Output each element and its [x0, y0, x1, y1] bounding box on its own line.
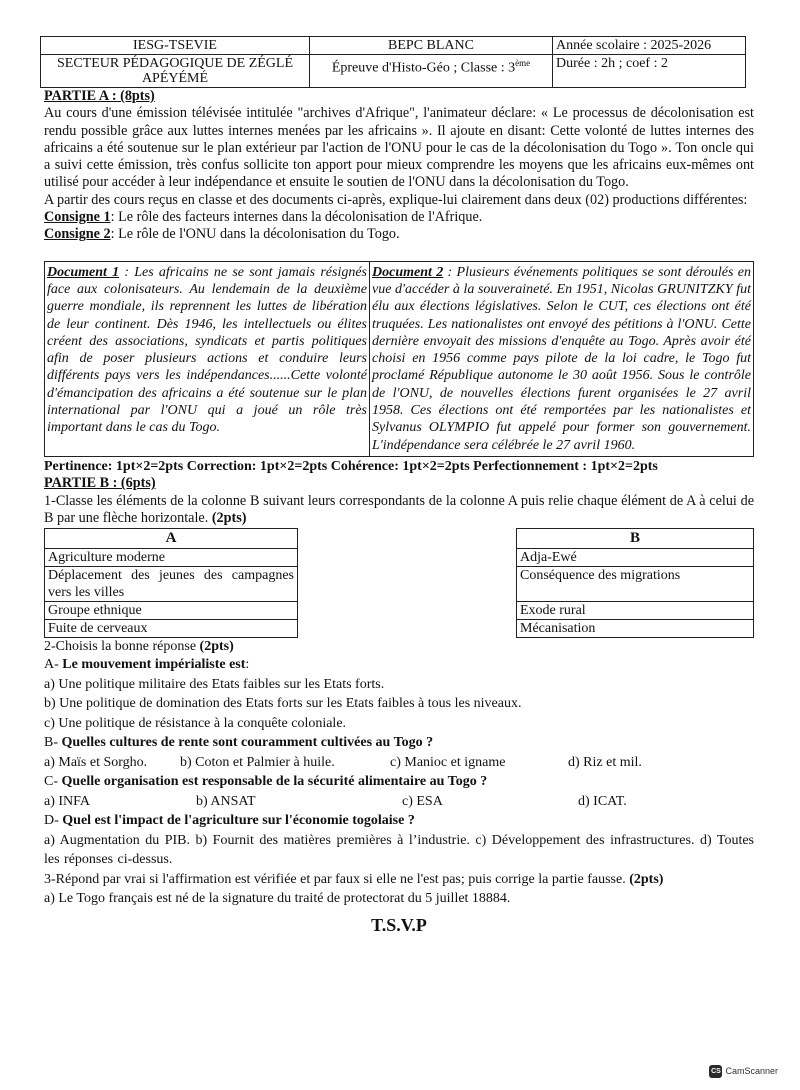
mcq-option: c) ESA [402, 793, 443, 809]
mcq-option: a) INFA [44, 793, 91, 809]
mcq-option: b) ANSAT [196, 793, 256, 809]
consigne-1: Consigne 1: Le rôle des facteurs internes dans la décolonisation de l'Afrique. [44, 209, 483, 226]
column-a-header: A [45, 529, 298, 549]
mcq-c-options [44, 792, 754, 812]
documents-table [44, 261, 754, 457]
mcq-block [44, 655, 754, 909]
col-b-item: Exode rural [517, 602, 754, 620]
col-a-item: Groupe ethnique [45, 602, 298, 620]
mcq-option: b) Une politique de domination des Etats forts sur les Etats faibles à tous les niveaux. [44, 696, 522, 712]
col-b-item: Mécanisation [517, 620, 754, 638]
part-a-title: PARTIE A : (8pts) [44, 88, 155, 104]
col-b-item: Conséquence des migrations [517, 567, 754, 602]
mcq-d-question: D- Quel est l'impact de l'agriculture sur l'économie togolaise ? [44, 813, 415, 829]
mcq-option: a) Maïs et Sorgho. [44, 754, 148, 770]
document-2: Document 2 : Plusieurs événements politiques se sont déroulés en vue d'accéder à la souveraineté. En 1951, Nicolas GRUNITZKY fut élu aux élections législatives. Selon le CUT, ces élections ont été truquées. Les nationalistes ont envoyé des pétitions à l'ONU. Cette dernière envoyait des missions d'enquête au Togo. Après avoir été choisi en 1956 comme pays pilote de la loi cadre, le Togo fut proclamé République autonome le 30 août 1956. Sous le contrôle de l'ONU, de nouvelles élections furent organisées le 27 avril 1958. Ces élections ont été remportées par les nationalistes et Sylvanus OLYMPIO fut appelé pour former son gouvernement. L'indépendance sera célébrée le 27 avril 1960. [370, 261, 754, 456]
mcq-option: b) Coton et Palmier à huile. [180, 754, 335, 770]
school-name: IESG-TSEVIE [41, 37, 310, 55]
tsvp-footer: T.S.V.P [371, 914, 427, 935]
question-3: 3-Répond par vrai si l'affirmation est vérifiée et par faux si elle ne l'est pas; puis corrige la partie fausse. (2pts) [44, 871, 664, 887]
question-3-statement: a) Le Togo français est né de la signature du traité de protectorat du 5 juillet 18884. [44, 891, 511, 907]
mcq-d-options: a) Augmentation du PIB. b) Fournit des matières premières à l’industrie. c) Développement des infrastructures. d) Toutes les réponses ci-dessus. [44, 832, 754, 868]
exam-page [44, 36, 754, 934]
sector-name: SECTEUR PÉDAGOGIQUE DE ZÉGLÉ APÉYÉMÉ [41, 55, 310, 88]
question-2: 2-Choisis la bonne réponse (2pts) [44, 639, 234, 655]
exam-type: BEPC BLANC [310, 37, 553, 55]
document-1: Document 1 : Les africains ne se sont jamais résignés face aux colonisateurs. Au lendemain de la deuxième guerre mondiale, ils reprennent les luttes de libération de leur continent. Dès 1946, les intellectuels ou élites créent des associations, syndicats et partis politiques afin de poser plusieurs actions et conduire leurs différents pays vers les indépendances......Cette volonté d'émancipation des africains a été soutenue sur le plan international par l'ONU qui a joué un rôle très important dans le cas du Togo. [45, 261, 370, 456]
exam-subject: Épreuve d'Histo-Géo ; Classe : 3ème [310, 55, 553, 88]
matching-table [44, 528, 754, 638]
mcq-b-question: B- Quelles cultures de rente sont couramment cultivées au Togo ? [44, 735, 434, 751]
mcq-a-question: A- Le mouvement impérialiste est: [44, 657, 250, 673]
mcq-option: d) ICAT. [578, 793, 627, 809]
col-b-item: Adja-Ewé [517, 549, 754, 567]
mcq-option: c) Manioc et igname [390, 754, 506, 770]
grading-criteria: Pertinence: 1pt×2=2pts Correction: 1pt×2=2pts Cohérence: 1pt×2=2pts Perfectionnement : 1pt×2=2pts [44, 458, 658, 474]
consigne-2: Consigne 2: Le rôle de l'ONU dans la décolonisation du Togo. [44, 226, 400, 243]
part-a-instruction: A partir des cours reçus en classe et des documents ci-après, explique-lui clairement dans deux (02) productions différentes: [44, 191, 748, 208]
camscanner-logo-icon: CS [709, 1065, 722, 1078]
mcq-b-options [44, 753, 754, 773]
part-a-intro: Au cours d'une émission télévisée intitulée "archives d'Afrique", l'animateur déclare: « Le processus de décolonisation est rendu possible grâce aux luttes internes menées par les africains ». Il ajoute en disant: Cette volonté de luttes internes des africains a été soutenue sur le plan extérieur par l'action de l'ONU pour le cas de la décolonisation du Togo ». Ton oncle qui a suivi cette émission, très confus sollicite ton apport pour mieux comprendre les moyens que les africains eux-mêmes ont utilisé pour accéder à leur indépendance et ensuite le soutien de l'ONU dans la décolonisation du Togo. [44, 105, 754, 191]
column-b-header: B [517, 529, 754, 549]
mcq-option: c) Une politique de résistance à la conquête coloniale. [44, 715, 347, 731]
col-a-item: Fuite de cerveaux [45, 620, 298, 638]
part-b-title: PARTIE B : (6pts) [44, 475, 156, 492]
question-1: 1-Classe les éléments de la colonne B suivant leurs correspondants de la colonne A puis relie chaque élément de A à celui de B par une flèche horizontale. (2pts) [44, 492, 754, 526]
mcq-c-question: C- Quelle organisation est responsable de la sécurité alimentaire au Togo ? [44, 774, 488, 790]
school-year: Année scolaire : 2025-2026 [553, 37, 746, 55]
mcq-option: d) Riz et mil. [568, 754, 642, 770]
mcq-option: a) Une politique militaire des Etats faibles sur les Etats forts. [44, 676, 385, 692]
col-a-item: Déplacement des jeunes des campagnes vers les villes [45, 567, 298, 602]
camscanner-watermark: CS CamScanner [709, 1063, 778, 1080]
exam-header [40, 36, 746, 88]
exam-duration: Durée : 2h ; coef : 2 [553, 55, 746, 88]
col-a-item: Agriculture moderne [45, 549, 298, 567]
